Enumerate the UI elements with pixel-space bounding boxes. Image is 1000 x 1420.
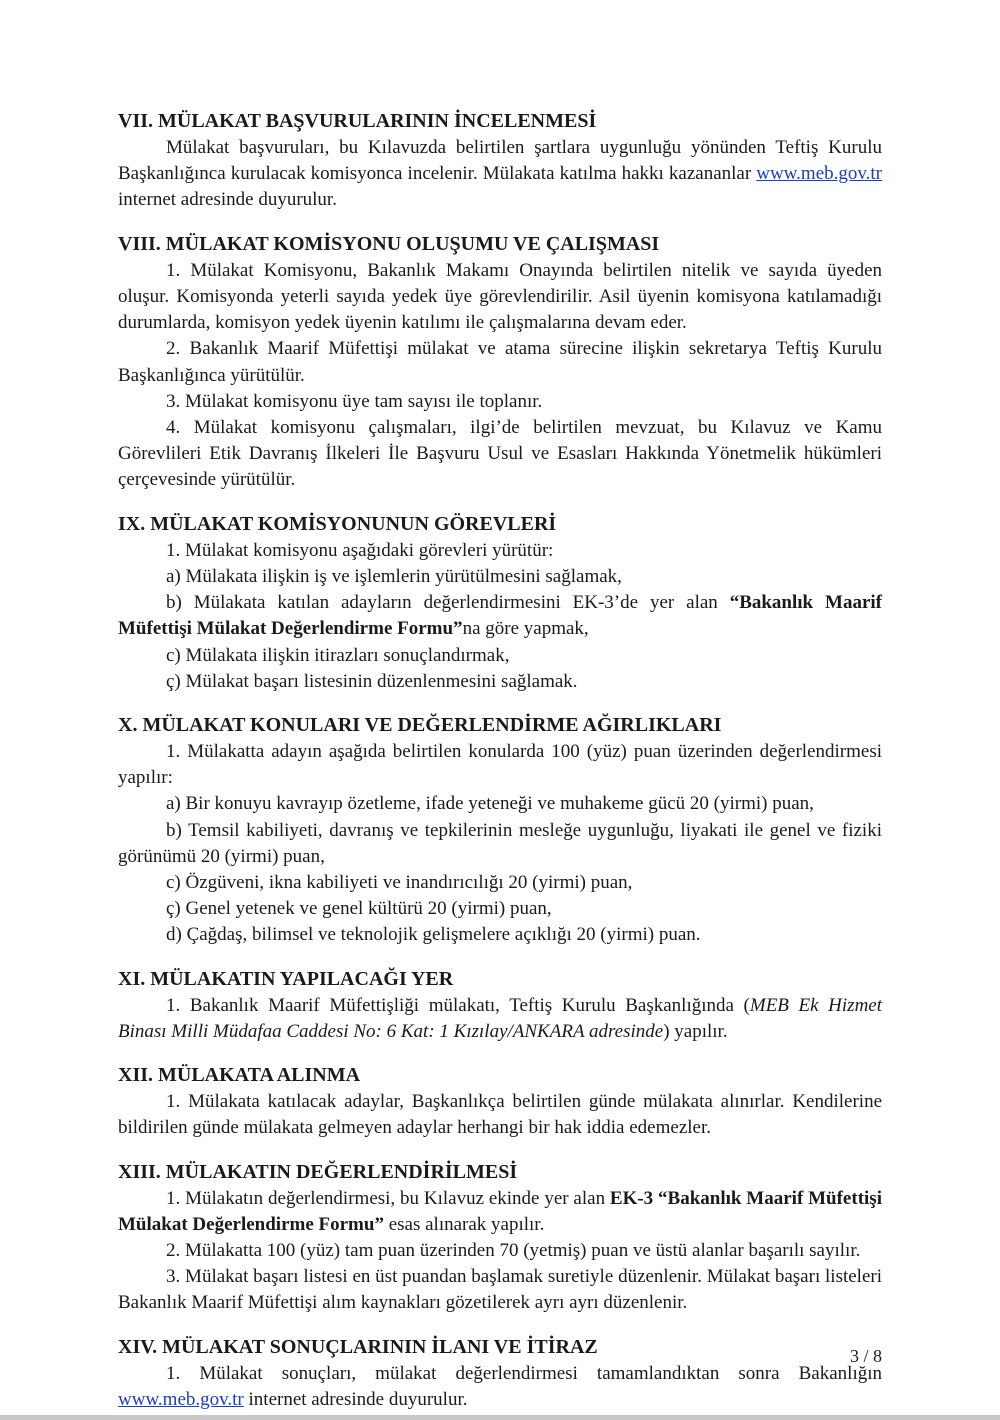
paragraph [118, 590, 882, 642]
text-run: internet adresinde duyurulur. [118, 189, 337, 211]
text-run: 4. Mülakat komisyonu çalışmaları, ilgi’de belirtilen mevzuat, bu Kılavuz ve Kamu Görevlileri Etik Davranış İlkeleri İle Başvuru Usul ve Esasları Hakkında Yönetmelik hükümleri çerçevesinde yürütülür. [118, 416, 882, 491]
paragraph [118, 1186, 882, 1238]
section-xiv [118, 1334, 882, 1413]
section-heading: VIII. MÜLAKAT KOMİSYONU OLUŞUMU VE ÇALIŞMASI [118, 232, 660, 255]
text-run: 1. Mülakat Komisyonu, Bakanlık Makamı Onayında belirtilen nitelik ve sayıda üyeden oluşur. Komisyonda yeterli sayıda yedek üye görevlendirilir. Asil üyenin komisyona katılamadığı durumlarda, komisyon yedek üyenin katılımı ile çalışmalarına devam eder. [118, 259, 882, 334]
paragraph [118, 791, 882, 817]
paragraph [118, 643, 882, 669]
paragraph [118, 1361, 882, 1413]
section-xiii [118, 1159, 882, 1317]
italic-text: MEB Ek Hizmet Binası Milli Müdafaa Caddesi No: 6 Kat: 1 Kızılay/ANKARA adresinde [118, 994, 882, 1042]
text-run: 1. Mülakata katılacak adaylar, Başkanlıkça belirtilen günde mülakata alınırlar. Kendilerine bildirilen günde mülakata gelmeyen adaylar herhangi bir hak iddia edemezler. [118, 1091, 882, 1139]
section-xi [118, 966, 882, 1045]
text-run: ç) Genel yetenek ve genel kültürü 20 (yirmi) puan, [166, 898, 552, 920]
paragraph [118, 1089, 882, 1141]
text-run: 1. Mülakatın değerlendirmesi, bu Kılavuz ekinde yer alan [166, 1187, 610, 1209]
text-run: ) yapılır. [663, 1020, 728, 1042]
text-run: b) Temsil kabiliyeti, davranış ve tepkilerinin mesleğe uygunluğu, liyakati ile genel ve fiziki görünümü 20 (yirmi) puan, [118, 819, 882, 867]
paragraph [118, 258, 882, 337]
paragraph [118, 135, 882, 214]
section-heading: IX. MÜLAKAT KOMİSYONUNUN GÖREVLERİ [118, 512, 557, 535]
section-heading: VII. MÜLAKAT BAŞVURULARININ İNCELENMESİ [118, 110, 597, 132]
section-heading: XIV. MÜLAKAT SONUÇLARININ İLANI VE İTİRAZ [118, 1335, 598, 1358]
text-run: d) Çağdaş, bilimsel ve teknolojik gelişmelere açıklığı 20 (yirmi) puan. [166, 924, 701, 946]
paragraph [118, 1264, 882, 1316]
external-link[interactable]: www.meb.gov.tr [118, 1388, 244, 1410]
text-run: 2. Bakanlık Maarif Müfettişi mülakat ve atama sürecine ilişkin sekretarya Teftiş Kurulu Başkanlığınca yürütülür. [118, 338, 882, 386]
bold-text: EK-3 “Bakanlık Maarif Müfettişi Mülakat Değerlendirme Formu” [118, 1187, 882, 1235]
paragraph [118, 870, 882, 896]
bold-text: “Bakanlık Maarif Müfettişi Mülakat Değerlendirme Formu” [118, 592, 882, 640]
paragraph [118, 336, 882, 388]
paragraph [118, 669, 882, 695]
text-run: c) Mülakata ilişkin itirazları sonuçlandırmak, [166, 644, 510, 666]
text-run: esas alınarak yapılır. [383, 1213, 545, 1235]
paragraph [118, 564, 882, 590]
paragraph [118, 922, 882, 948]
text-run: ç) Mülakat başarı listesinin düzenlenmesini sağlamak. [166, 670, 578, 692]
paragraph [118, 739, 882, 791]
paragraph [118, 538, 882, 564]
text-run: na göre yapmak, [462, 618, 589, 640]
text-run: a) Mülakata ilişkin iş ve işlemlerin yürütülmesini sağlamak, [166, 565, 622, 587]
paragraph [118, 993, 882, 1045]
section-heading: XII. MÜLAKATA ALINMA [118, 1064, 361, 1087]
text-run: 2. Mülakatta 100 (yüz) tam puan üzerinden 70 (yetmiş) puan ve üstü alanlar başarılı sayılır. [166, 1240, 861, 1261]
section-x [118, 712, 882, 949]
text-run: 3. Mülakat başarı listesi en üst puandan başlamak suretiyle düzenlenir. Mülakat başarı listeleri Bakanlık Maarif Müfettişi alım kaynakları gözetilerek ayrı ayrı düzenlenir. [118, 1266, 882, 1314]
section-xii [118, 1062, 882, 1141]
external-link[interactable]: www.meb.gov.tr [756, 163, 882, 185]
paragraph [118, 389, 882, 415]
paragraph [118, 415, 882, 494]
section-heading: XI. MÜLAKATIN YAPILACAĞI YER [118, 967, 454, 990]
page-number: 3 / 8 [849, 1346, 882, 1366]
paragraph [118, 818, 882, 870]
text-run: internet adresinde duyurulur. [243, 1388, 468, 1410]
section-ix [118, 511, 882, 695]
text-run: b) Mülakata katılan adayların değerlendirmesini EK-3’de yer alan [166, 592, 730, 614]
text-run: 1. Mülakat komisyonu aşağıdaki görevleri yürütür: [166, 539, 554, 561]
paragraph [118, 896, 882, 922]
paragraph [118, 1238, 882, 1264]
text-run: a) Bir konuyu kavrayıp özetleme, ifade yeteneği ve muhakeme gücü 20 (yirmi) puan, [166, 793, 814, 815]
section-vii [118, 108, 882, 214]
section-heading: X. MÜLAKAT KONULARI VE DEĞERLENDİRME AĞIRLIKLARI [118, 713, 722, 736]
section-heading: XIII. MÜLAKATIN DEĞERLENDİRİLMESİ [118, 1160, 518, 1183]
text-run: 1. Bakanlık Maarif Müfettişliği mülakatı, Teftiş Kurulu Başkanlığında ( [166, 994, 750, 1016]
section-viii [118, 231, 882, 494]
text-run: 3. Mülakat komisyonu üye tam sayısı ile toplanır. [166, 390, 543, 412]
document-body [118, 108, 882, 1420]
text-run: Mülakat başvuruları, bu Kılavuzda belirtilen şartlara uygunluğu yönünden Teftiş Kurulu Başkanlığınca kurulacak komisyonca incelenir. Mülakata katılma hakkı kazananlar [118, 137, 882, 185]
text-run: 1. Mülakat sonuçları, mülakat değerlendirmesi tamamlandıktan sonra Bakanlığın [166, 1362, 882, 1384]
text-run: 1. Mülakatta adayın aşağıda belirtilen konularda 100 (yüz) puan üzerinden değerlendirmesi yapılır: [118, 740, 882, 789]
text-run: c) Özgüveni, ikna kabiliyeti ve inandırıcılığı 20 (yirmi) puan, [166, 872, 633, 894]
